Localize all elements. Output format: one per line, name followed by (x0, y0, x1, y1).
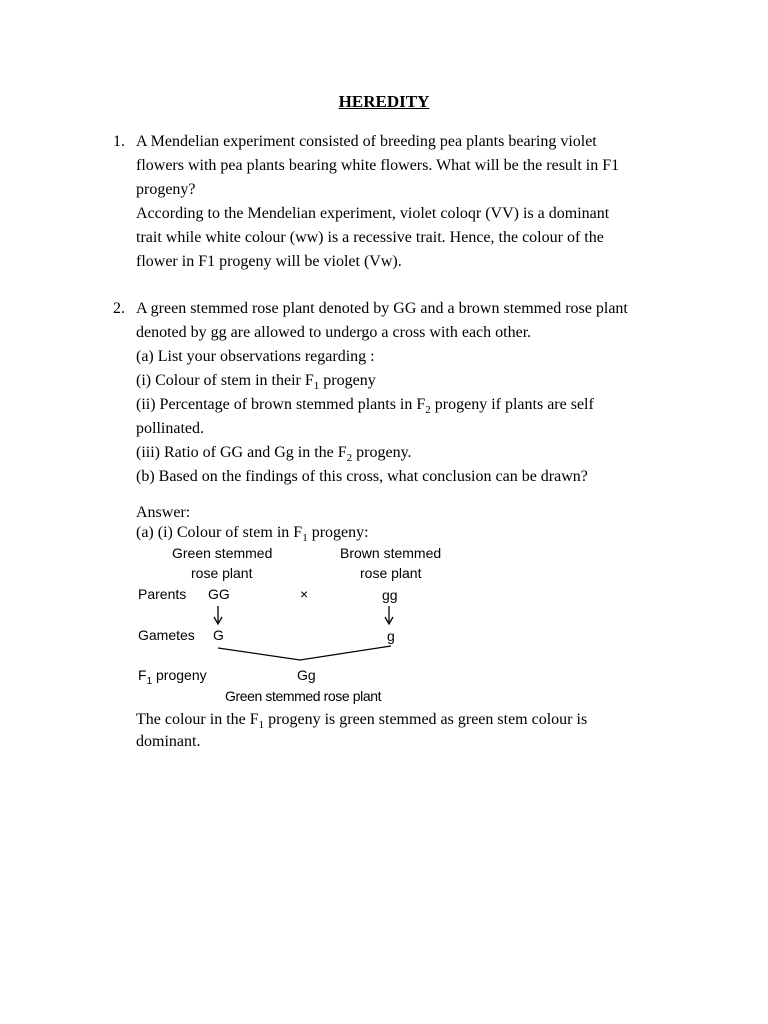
q1-answer-line: trait while white colour (ww) is a recessive trait. Hence, the colour of the (136, 229, 604, 246)
q2-line: (a) List your observations regarding : (136, 348, 375, 365)
q1-line: A Mendelian experiment consisted of breeding pea plants bearing violet (136, 133, 597, 150)
f1-label-tail: progeny (152, 667, 207, 683)
q2-line: (b) Based on the findings of this cross, what conclusion can be drawn? (136, 468, 588, 485)
right-genotype: gg (382, 587, 398, 603)
question-2-number: 2. (113, 300, 125, 317)
f1-genotype: Gg (297, 667, 316, 683)
question-1-number: 1. (113, 133, 125, 150)
q2-line-tail: progeny. (352, 444, 412, 461)
left-parent-name: Green stemmed (172, 545, 273, 561)
right-parent-name: Brown stemmed (340, 545, 442, 561)
q1-answer-line: flower in F1 progeny will be violet (Vw). (136, 253, 402, 270)
parents-label: Parents (138, 586, 187, 602)
q2-line-tail: progeny if plants are self (430, 396, 594, 413)
f1-letter: F (138, 667, 147, 683)
subscript: 1 (146, 675, 153, 687)
subscript: 1 (302, 532, 308, 545)
conclusion-text: The colour in the F (136, 711, 259, 728)
cross-sign: × (300, 586, 309, 602)
down-arrow-icon (214, 606, 222, 624)
q2-line-text: (iii) Ratio of GG and Gg in the F (136, 444, 347, 461)
down-arrow-icon (385, 606, 393, 624)
right-gamete: g (387, 628, 395, 644)
q2-line: denoted by gg are allowed to undergo a cross with each other. (136, 324, 532, 341)
left-gamete: G (213, 627, 224, 643)
q1-answer-line: According to the Mendelian experiment, violet coloqr (VV) is a dominant (136, 205, 610, 222)
q2-line-tail: progeny (319, 372, 376, 389)
conclusion-text-tail: progeny is green stemmed as green stem colour is (264, 711, 588, 728)
right-parent-name: rose plant (360, 565, 422, 581)
q2-line-text: (i) Colour of stem in their F (136, 372, 314, 389)
answer-part-a-text: (a) (i) Colour of stem in F (136, 524, 303, 541)
answer-label: Answer: (136, 504, 191, 521)
f1-phenotype: Green stemmed rose plant (225, 688, 382, 704)
answer-conclusion-line (136, 711, 587, 731)
answer-part-a-tail: progeny: (307, 524, 369, 541)
subscript: 1 (313, 380, 320, 393)
gamete-fusion-bracket (218, 646, 391, 660)
left-parent-name: rose plant (191, 565, 253, 581)
left-genotype: GG (208, 586, 230, 602)
subscript: 2 (425, 404, 431, 417)
page-title: HEREDITY (338, 92, 430, 111)
q2-line: A green stemmed rose plant denoted by GG and a brown stemmed rose plant (136, 300, 628, 317)
subscript: 1 (258, 719, 265, 732)
answer-conclusion-line: dominant. (136, 733, 201, 750)
q2-line-text: (ii) Percentage of brown stemmed plants in F (136, 396, 426, 413)
subscript: 2 (346, 452, 353, 465)
q1-line: progeny? (136, 181, 196, 198)
q1-line: flowers with pea plants bearing white flowers. What will be the result in F1 (136, 157, 620, 174)
gametes-label: Gametes (138, 627, 195, 643)
q2-line: pollinated. (136, 420, 204, 437)
